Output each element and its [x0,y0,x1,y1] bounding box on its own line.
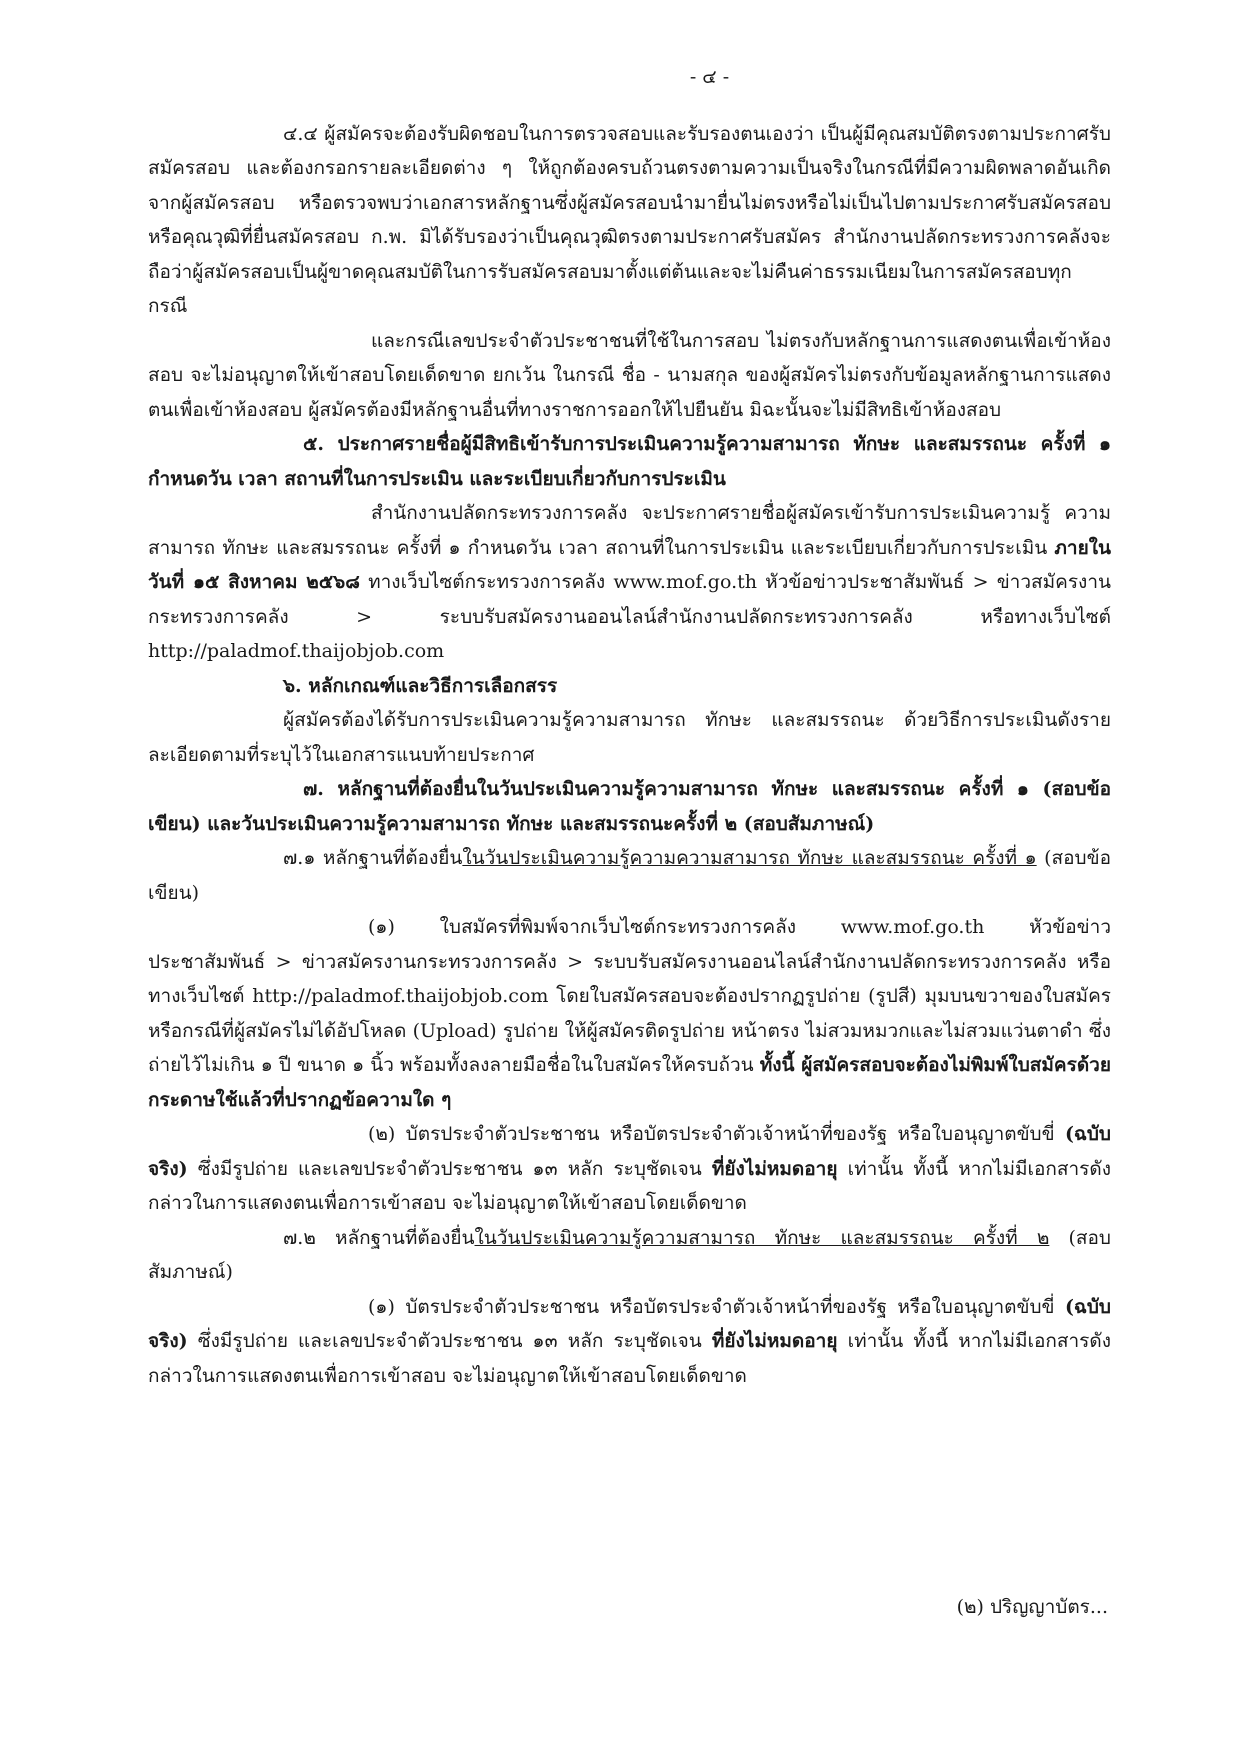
page-number: - ๔ - [689,66,730,88]
heading-section-6: ๖. หลักเกณฑ์และวิธีการเลือกสรร [283,674,558,697]
section-7-1-item-2: (๒) บัตรประจำตัวประชาชน หรือบัตรประจำตัวเจ้าหน้าที่ของรัฐ หรือใบอนุญาตขับขี่ (ฉบับจริง) ซึ่งมีรูปถ่าย และเลขประจำตัวประชาชน ๑๓ หลัก ระบุชัดเจน ที่ยังไม่หมดอายุ เท่านั้น ทั้งนี้ หากไม่มีเอกสารดังกล่าวในการแสดงตนเพื่อการเข้าสอบ จะไม่อนุญาตให้เข้าสอบโดยเด็ดขาด [148,1123,1111,1214]
continuation-footer: (๒) ปริญญาบัตร... [956,1596,1108,1618]
section-7-2: ๗.๒ หลักฐานที่ต้องยื่นในวันประเมินความรู้ความสามารถ ทักษะ และสมรรถนะ ครั้งที่ ๒ (สอบสัมภาษณ์) [148,1226,1111,1283]
section-7-1: ๗.๑ หลักฐานที่ต้องยื่นในวันประเมินความรู้ความความสามารถ ทักษะ และสมรรถนะ ครั้งที่ ๑ (สอบข้อเขียน) [148,847,1112,904]
section-4-4: ๔.๔ ผู้สมัครจะต้องรับผิดชอบในการตรวจสอบและรับรองตนเองว่า เป็นผู้มีคุณสมบัติตรงตามประกาศรับสมัครสอบ และต้องกรอกรายละเอียดต่าง ๆ ให้ถูกต้องครบถ้วนตรงตามความเป็นจริงในกรณีที่มีความผิดพลาดอันเกิดจากผู้สมัครสอบ หรือตรวจพบว่าเอกสารหลักฐานซึ่งผู้สมัครสอบนำมายื่นไม่ตรงหรือไม่เป็นไปตามประกาศรับสมัครสอบ หรือคุณวุฒิที่ยื่นสมัครสอบ ก.พ. มิได้รับรองว่าเป็นคุณวุฒิตรงตามประกาศรับสมัคร สำนักงานปลัดกระทรวงการคลังจะถือว่าผู้สมัครสอบเป็นผู้ขาดคุณสมบัติในการรับสมัครสอบมาตั้งแต่ต้นและจะไม่คืนค่าธรรมเนียมในการสมัครสอบทุกกรณี [148,122,1111,317]
bold-notice: ทั้งนี้ ผู้สมัครสอบจะต้องไม่พิมพ์ใบสมัครด้วยกระดาษใช้แล้วที่ปรากฏข้อความใด ๆ [148,1054,1111,1111]
underlined-phrase: ในวันประเมินความรู้ความสามารถ ทักษะ และสมรรถนะ ครั้งที่ ๒ [474,1226,1050,1249]
section-7-1-item-1: (๑) ใบสมัครที่พิมพ์จากเว็บไซต์กระทรวงการคลัง www.mof.go.th หัวข้อข่าวประชาสัมพันธ์ > ข่าวสมัครงานกระทรวงการคลัง > ระบบรับสมัครงานออนไลน์สำนักงานปลัดกระทรวงการคลัง หรือทางเว็บไซต์ http://paladmof.thaijobjob.com โดยใบสมัครสอบจะต้องปรากฏรูปถ่าย (รูปสี) มุมบนขวาของใบสมัคร หรือกรณีที่ผู้สมัครไม่ได้อัปโหลด (Upload) รูปถ่าย ให้ผู้สมัครติดรูปถ่าย หน้าตรง ไม่สวมหมวกและไม่สวมแว่นตาดำ ซึ่งถ่ายไว้ไม่เกิน ๑ ปี ขนาด ๑ นิ้ว พร้อมทั้งลงลายมือชื่อในใบสมัครให้ครบถ้วน ทั้งนี้ ผู้สมัครสอบจะต้องไม่พิมพ์ใบสมัครด้วยกระดาษใช้แล้วที่ปรากฏข้อความใด ๆ [148,916,1111,1111]
underlined-phrase: ในวันประเมินความรู้ความความสามารถ ทักษะ และสมรรถนะ ครั้งที่ ๑ [462,847,1037,869]
heading-section-7: ๗. หลักฐานที่ต้องยื่นในวันประเมินความรู้ความสามารถ ทักษะ และสมรรถนะ ครั้งที่ ๑ (สอบข้อเขียน) และวันประเมินความรู้ความสามารถ ทักษะ และสมรรถนะครั้งที่ ๒ (สอบสัมภาษณ์) [148,778,1111,835]
announcement-date: ภายในวันที่ ๑๕ สิงหาคม ๒๕๖๘ [148,536,1111,593]
section-6-body: ผู้สมัครต้องได้รับการประเมินความรู้ความสามารถ ทักษะ และสมรรถนะ ด้วยวิธีการประเมินดังรายละเอียดตามที่ระบุไว้ในเอกสารแนบท้ายประกาศ [148,709,1111,766]
heading-section-5: ๕. ประกาศรายชื่อผู้มีสิทธิเข้ารับการประเมินความรู้ความสามารถ ทักษะ และสมรรถนะ ครั้งที่ ๑ กำหนดวัน เวลา สถานที่ในการประเมิน และระเบียบเกี่ยวกับการประเมิน [148,433,1111,490]
section-5-body: สำนักงานปลัดกระทรวงการคลัง จะประกาศรายชื่อผู้สมัครเข้ารับการประเมินความรู้ ความสามารถ ทักษะ และสมรรถนะ ครั้งที่ ๑ กำหนดวัน เวลา สถานที่ในการประเมิน และระเบียบเกี่ยวกับการประเมิน ภายในวันที่ ๑๕ สิงหาคม ๒๕๖๘ ทางเว็บไซต์กระทรวงการคลัง www.mof.go.th หัวข้อข่าวประชาสัมพันธ์ > ข่าวสมัครงานกระทรวงการคลัง > ระบบรับสมัครงานออนไลน์สำนักงานปลัดกระทรวงการคลัง หรือทางเว็บไซต์ http://paladmof.thaijobjob.com [148,502,1111,662]
section-4-4-continued: และกรณีเลขประจำตัวประชาชนที่ใช้ในการสอบ ไม่ตรงกับหลักฐานการแสดงตนเพื่อเข้าห้องสอบ จะไม่อนุญาตให้เข้าสอบโดยเด็ดขาด ยกเว้น ในกรณี ชื่อ - นามสกุล ของผู้สมัครไม่ตรงกับข้อมูลหลักฐานการแสดงตนเพื่อเข้าห้องสอบ ผู้สมัครต้องมีหลักฐานอื่นที่ทางราชการออกให้ไปยืนยัน มิฉะนั้นจะไม่มีสิทธิเข้าห้องสอบ [148,329,1111,421]
section-7-2-item-1: (๑) บัตรประจำตัวประชาชน หรือบัตรประจำตัวเจ้าหน้าที่ของรัฐ หรือใบอนุญาตขับขี่ (ฉบับจริง) ซึ่งมีรูปถ่าย และเลขประจำตัวประชาชน ๑๓ หลัก ระบุชัดเจน ที่ยังไม่หมดอายุ เท่านั้น ทั้งนี้ หากไม่มีเอกสารดังกล่าวในการแสดงตนเพื่อการเข้าสอบ จะไม่อนุญาตให้เข้าสอบโดยเด็ดขาด [148,1295,1111,1387]
document-page [148,60,1111,1393]
